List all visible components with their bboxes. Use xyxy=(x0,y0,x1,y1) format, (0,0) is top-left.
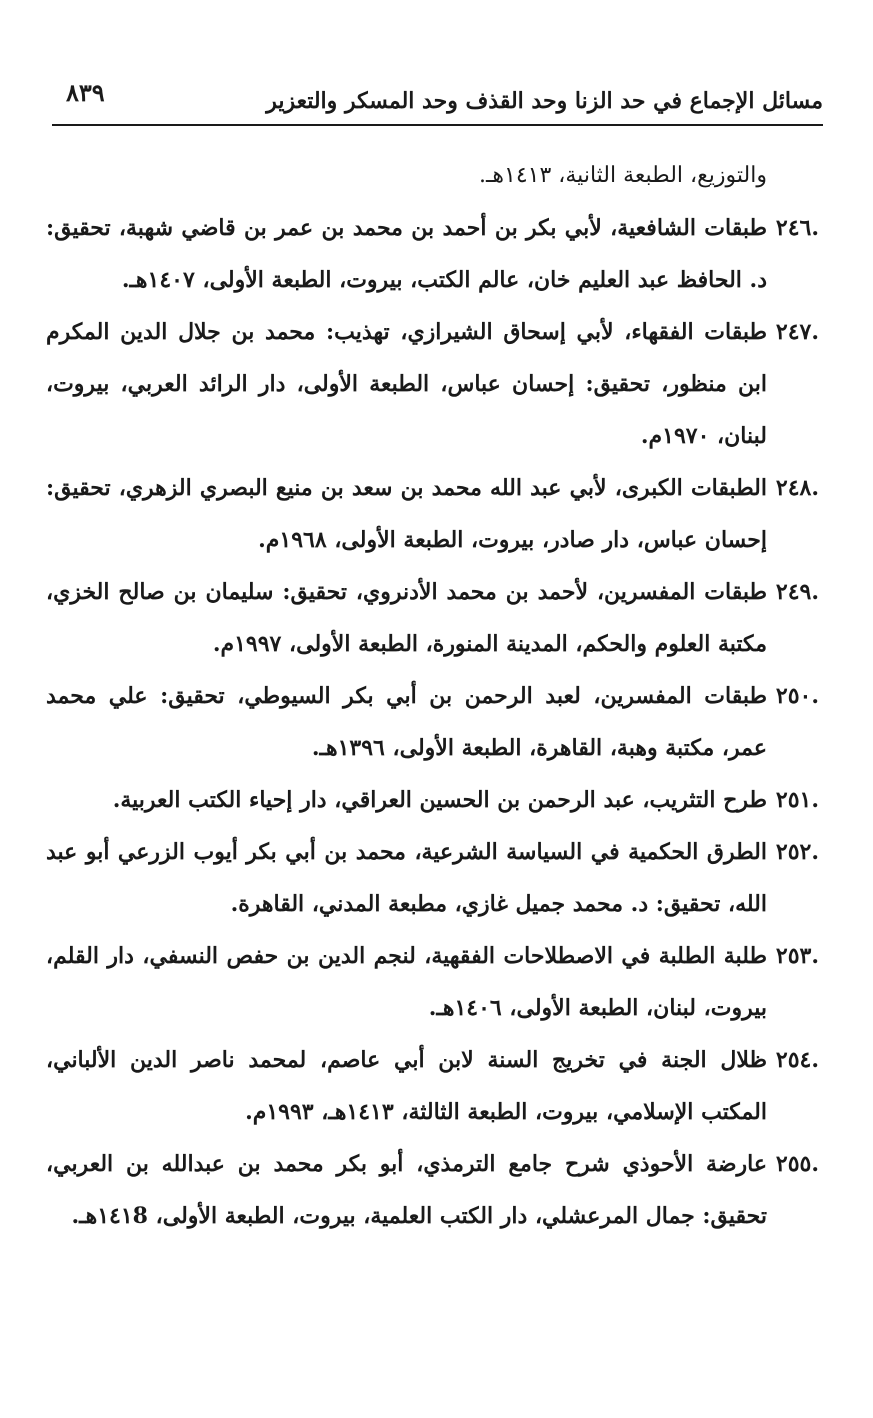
running-head: مسائل الإجماع في حد الزنا وحد القذف وحد المسكر والتعزير xyxy=(266,88,823,114)
header-rule xyxy=(52,124,823,126)
bibliography-entry xyxy=(46,306,819,462)
entry-number: ٢٤٨. xyxy=(775,475,819,501)
entry-number: ٢٥٣. xyxy=(775,943,819,969)
entry-text: طرح التثريب، عبد الرحمن بن الحسين العراقي، دار إحياء الكتب العربية. xyxy=(112,787,767,813)
entry-number: ٢٥٤. xyxy=(775,1047,819,1073)
entry-text: عارضة الأحوذي شرح جامع الترمذي، أبو بكر محمد بن عبدالله بن العربي، تحقيق: جمال المرعشلي، دار الكتب العلمية، بيروت، الطبعة الأولى، ١٤١8هـ. xyxy=(46,1151,767,1229)
page-number: ٨٣٩ xyxy=(66,78,105,107)
entry-text: الطبقات الكبرى، لأبي عبد الله محمد بن سعد بن منيع البصري الزهري، تحقيق: إحسان عباس، دار صادر، بيروت، الطبعة الأولى، ١٩٦٨م. xyxy=(46,475,767,553)
bibliography-entry xyxy=(46,774,819,826)
bibliography-list xyxy=(46,150,819,1242)
bibliography-entry xyxy=(46,930,819,1034)
entry-number: ٢٤٧. xyxy=(775,319,819,345)
page-header xyxy=(52,70,823,124)
entry-number: ٢٥٥. xyxy=(775,1151,819,1177)
entry-text: الطرق الحكمية في السياسة الشرعية، محمد بن أبي بكر أيوب الزرعي أبو عبد الله، تحقيق: د. محمد جميل غازي، مطبعة المدني، القاهرة. xyxy=(46,839,767,917)
entry-number: ٢٥٢. xyxy=(775,839,819,865)
bibliography-entry xyxy=(46,462,819,566)
entry-text: ظلال الجنة في تخريج السنة لابن أبي عاصم، لمحمد ناصر الدين الألباني، المكتب الإسلامي، بيروت، الطبعة الثالثة، ١٤١٣هـ، ١٩٩٣م. xyxy=(46,1047,767,1125)
bibliography-entry xyxy=(46,1138,819,1242)
entry-number: ٢٤٦. xyxy=(775,215,819,241)
entry-number: ٢٤٩. xyxy=(775,579,819,605)
continuation-line: والتوزيع، الطبعة الثانية، ١٤١٣هـ. xyxy=(478,163,767,188)
bibliography-entry xyxy=(46,1034,819,1138)
entry-text: طبقات المفسرين، لعبد الرحمن بن أبي بكر السيوطي، تحقيق: علي محمد عمر، مكتبة وهبة، القاهرة، الطبعة الأولى، ١٣٩٦هـ. xyxy=(46,683,767,761)
bibliography-entry xyxy=(46,826,819,930)
entry-number: ٢٥٠. xyxy=(775,683,819,709)
bibliography-entry xyxy=(46,566,819,670)
entry-text: طبقات الشافعية، لأبي بكر بن أحمد بن محمد بن عمر بن قاضي شهبة، تحقيق: د. الحافظ عبد العليم خان، عالم الكتب، بيروت، الطبعة الأولى، ١٤٠٧هـ. xyxy=(46,215,767,293)
entry-text: طلبة الطلبة في الاصطلاحات الفقهية، لنجم الدين بن حفص النسفي، دار القلم، بيروت، لبنان، الطبعة الأولى، ١٤٠٦هـ. xyxy=(46,943,767,1021)
entry-number: ٢٥١. xyxy=(775,787,819,813)
entry-text: طبقات المفسرين، لأحمد بن محمد الأدنروي، تحقيق: سليمان بن صالح الخزي، مكتبة العلوم والحكم، المدينة المنورة، الطبعة الأولى، ١٩٩٧م. xyxy=(46,579,767,657)
bibliography-entry xyxy=(46,202,819,306)
bibliography-entry xyxy=(46,670,819,774)
entry-text: طبقات الفقهاء، لأبي إسحاق الشيرازي، تهذيب: محمد بن جلال الدين المكرم ابن منظور، تحقيق: إحسان عباس، الطبعة الأولى، دار الرائد العربي، بيروت، لبنان، ١٩٧٠م. xyxy=(46,319,767,449)
